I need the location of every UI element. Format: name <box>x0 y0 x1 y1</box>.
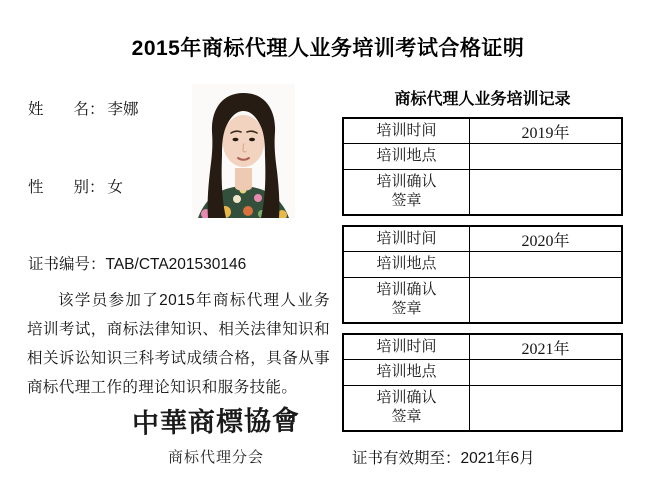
name-label-first-char: 姓 <box>28 101 44 118</box>
training-place-label: 培训地点 <box>344 360 470 385</box>
training-confirm-label-line1: 培训确认 <box>376 174 437 190</box>
name-value: 李娜 <box>107 101 139 118</box>
id-photo-graphic <box>192 84 295 218</box>
table-row <box>344 227 621 252</box>
table-row <box>344 170 621 214</box>
gender-label-second-char: 别： <box>73 179 105 196</box>
training-confirm-label-line1: 培训确认 <box>376 390 437 406</box>
training-time-value: 2021年 <box>521 340 570 358</box>
training-confirm-label-line2: 签章 <box>391 193 422 209</box>
id-photo <box>192 84 295 218</box>
gender-value: 女 <box>107 179 124 196</box>
training-place-value <box>470 252 621 277</box>
table-row <box>344 278 621 322</box>
training-confirm-label <box>344 278 470 322</box>
training-confirm-label <box>344 386 470 430</box>
training-table-2019 <box>342 117 623 216</box>
training-confirm-label-line2: 签章 <box>391 301 422 317</box>
training-confirm-label <box>344 170 470 214</box>
certificate-title: 2015年商标代理人业务培训考试合格证明 <box>131 37 525 60</box>
training-record-title: 商标代理人业务培训记录 <box>394 91 571 108</box>
validity-row <box>352 446 535 468</box>
training-confirm-value <box>470 386 621 430</box>
certificate-number-row <box>28 252 246 274</box>
issuer-branch-name: 商标代理分会 <box>167 450 264 466</box>
name-label-second-char: 名： <box>73 101 105 118</box>
training-table-2021 <box>342 333 623 432</box>
gender-label-first-char: 性 <box>28 179 44 196</box>
training-time-label: 培训时间 <box>344 335 470 359</box>
training-table-2020 <box>342 225 623 324</box>
certificate-number-value: TAB/CTA201530146 <box>105 256 247 273</box>
training-time-label: 培训时间 <box>344 227 470 251</box>
training-time-label: 培训时间 <box>344 119 470 143</box>
certificate-number-label: 证书编号： <box>28 256 106 273</box>
gender-row <box>28 175 123 197</box>
training-place-value <box>470 360 621 385</box>
training-confirm-value <box>470 170 621 214</box>
training-time-value: 2020年 <box>521 232 570 250</box>
table-row <box>344 252 621 278</box>
training-place-label: 培训地点 <box>344 144 470 169</box>
training-confirm-label-line2: 签章 <box>391 409 422 425</box>
certificate-body-pre: 该学员参加了 <box>58 292 160 309</box>
table-row <box>344 119 621 144</box>
certificate-body <box>27 286 330 402</box>
training-place-label: 培训地点 <box>344 252 470 277</box>
validity-label: 证书有效期至： <box>352 450 461 467</box>
training-time-value: 2019年 <box>521 124 570 142</box>
table-row <box>344 360 621 386</box>
issuer-seal-signature: 中華商標協會 <box>131 405 301 440</box>
name-row <box>28 97 139 119</box>
issuer-block <box>118 400 314 467</box>
certificate-body-year: 2015 <box>159 292 196 309</box>
training-place-value <box>470 144 621 169</box>
certificate-body-post: 年商标代理人业务培训考试，商标法律知识、相关法律知识和相关诉讼知识三科考试成绩合格，具备从事商标代理工作的理论知识和服务技能。 <box>27 292 331 396</box>
table-row <box>344 386 621 430</box>
validity-value: 2021年6月 <box>460 450 535 467</box>
table-row <box>344 144 621 170</box>
training-confirm-label-line1: 培训确认 <box>376 282 437 298</box>
table-row <box>344 335 621 360</box>
training-confirm-value <box>470 278 621 322</box>
